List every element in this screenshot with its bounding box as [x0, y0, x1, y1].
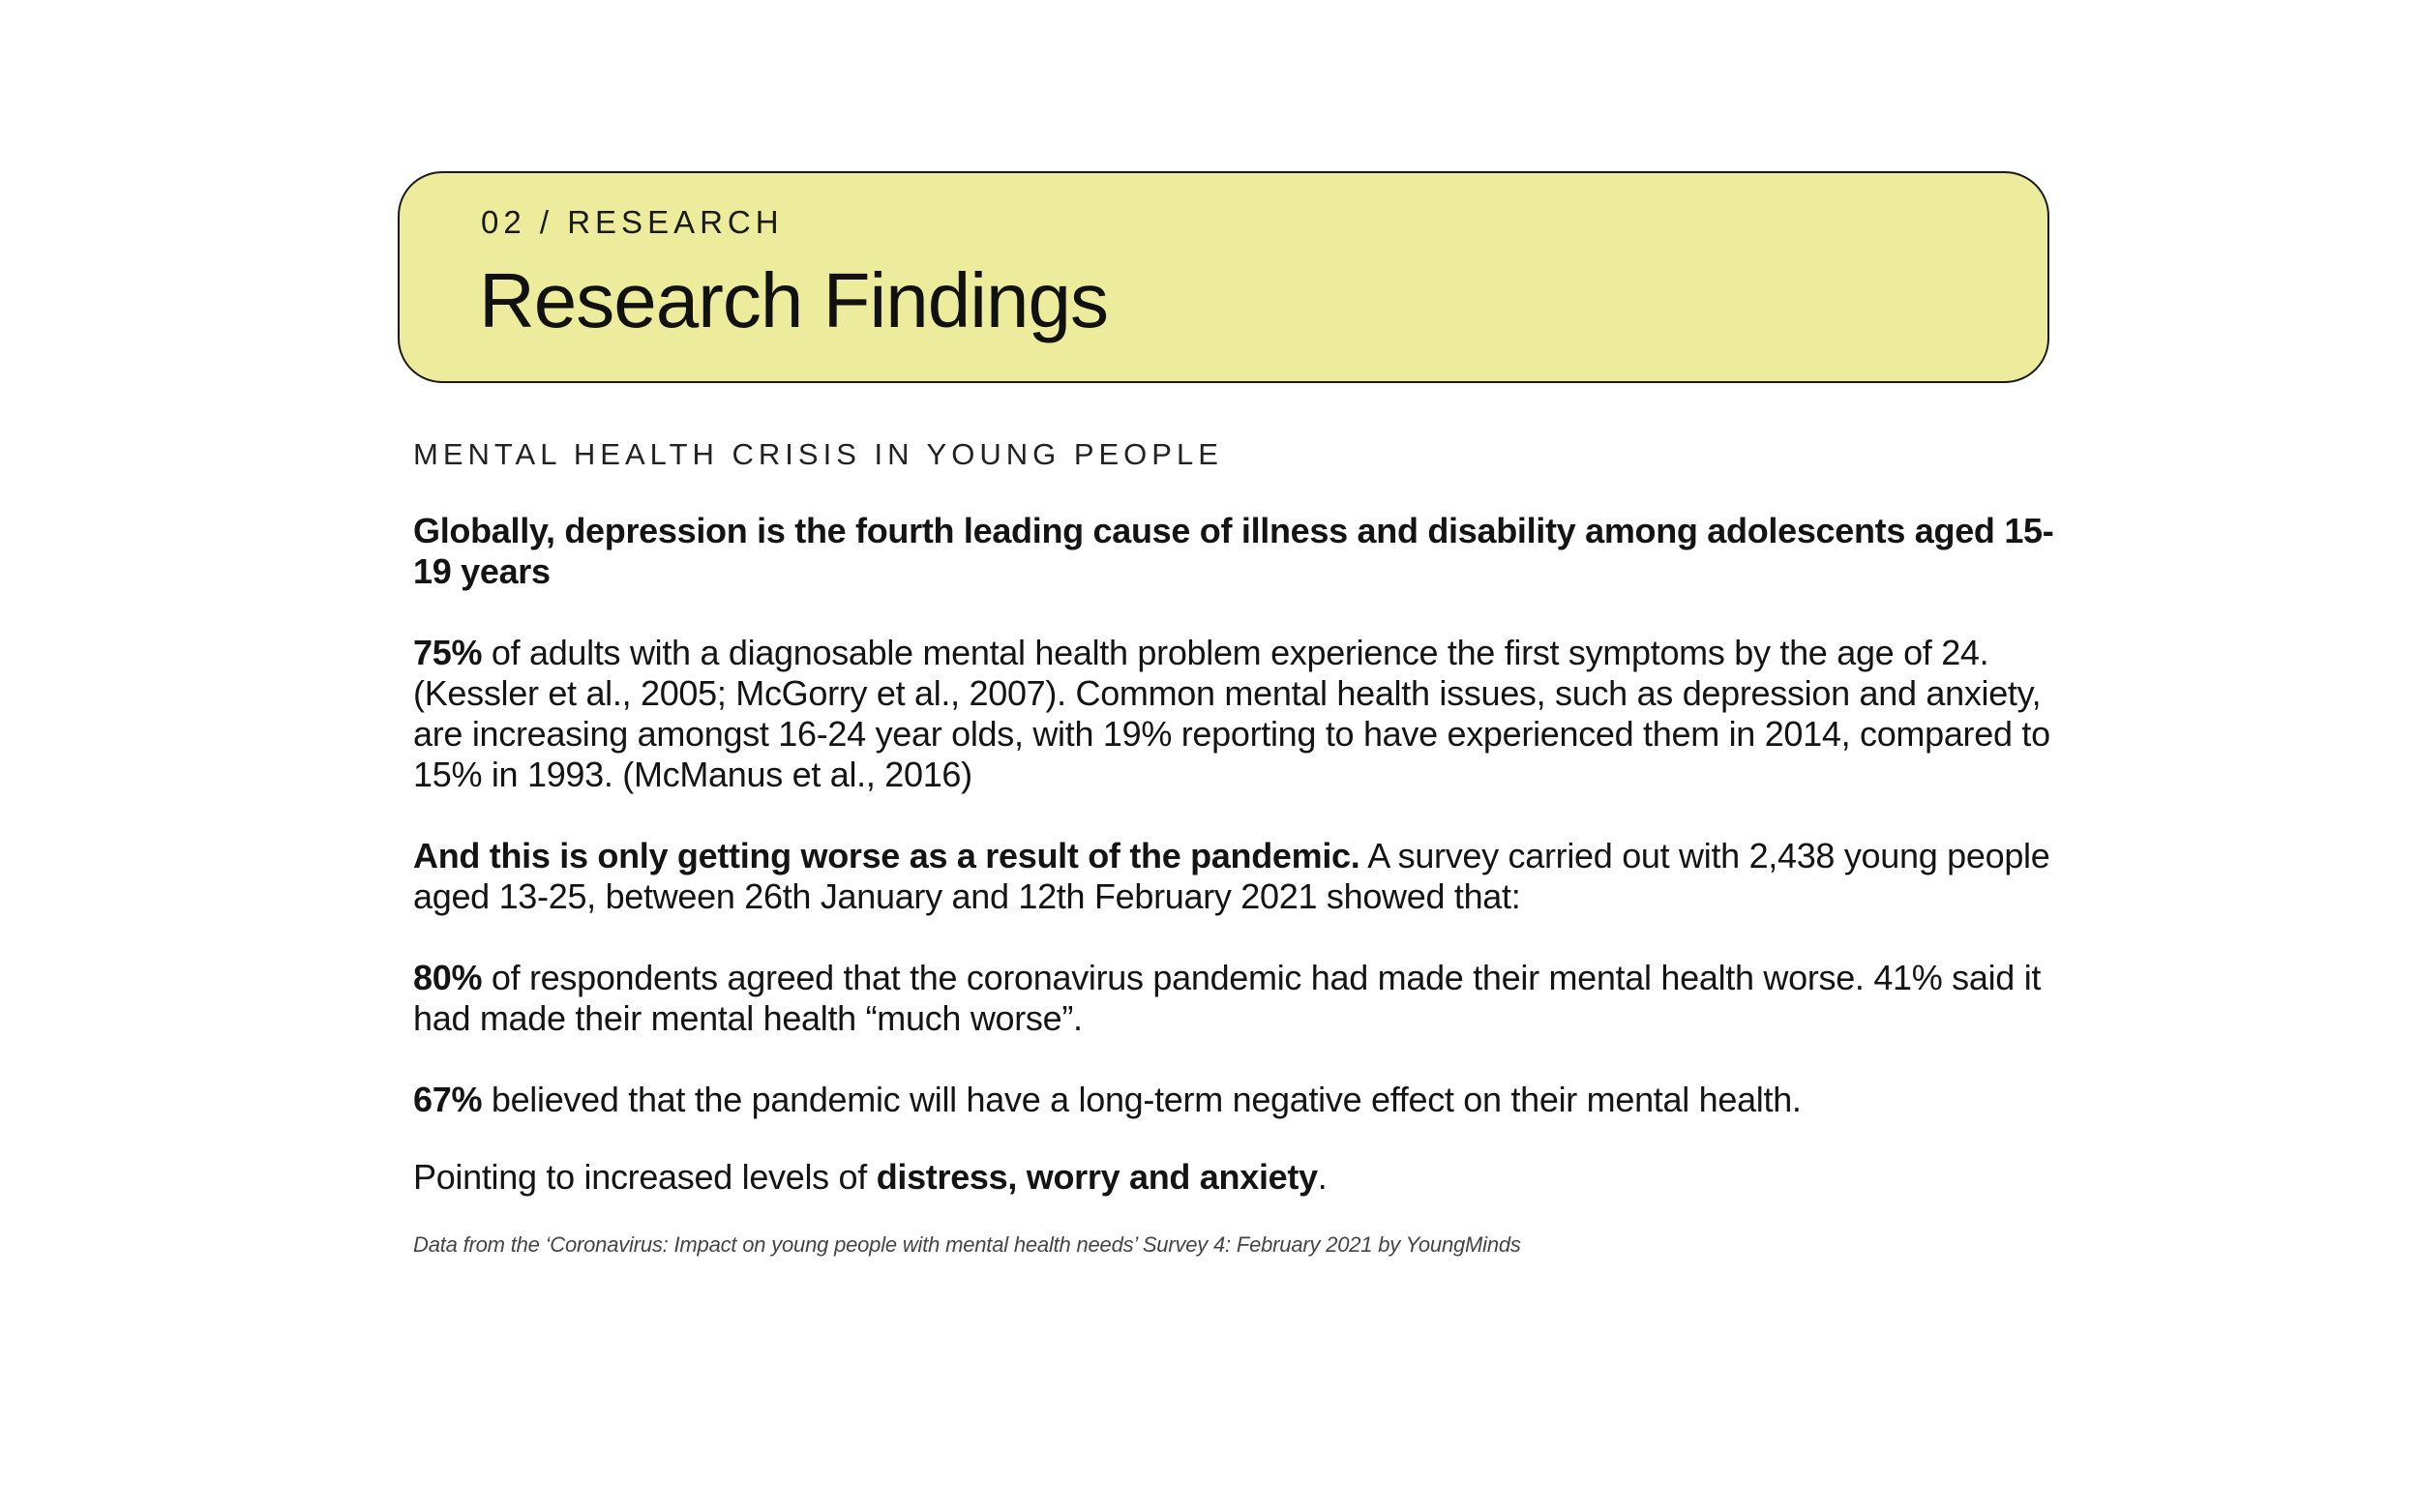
page-title: Research Findings — [479, 257, 1108, 343]
lead-statement: Globally, depression is the fourth leading cause of illness and disability among adolescents aged 15-19 years — [413, 511, 2054, 591]
conclusion-emphasis: distress, worry and anxiety — [876, 1157, 1318, 1197]
stat-80-paragraph — [413, 958, 2058, 1039]
section-heading: MENTAL HEALTH CRISIS IN YOUNG PEOPLE — [413, 437, 1223, 471]
research-content — [413, 437, 2058, 1258]
pandemic-text: A survey carried out with 2,438 young people aged 13-25, between 26th January and 12th February 2021 showed that: — [413, 836, 2050, 916]
stat-80-value: 80% — [413, 958, 483, 997]
pandemic-emphasis: And this is only getting worse as a result of the pandemic. — [413, 836, 1360, 875]
stat-75-paragraph — [413, 633, 2058, 795]
section-number-label: 02 / RESEARCH — [481, 204, 784, 240]
stat-67-text: believed that the pandemic will have a long-term negative effect on their mental health. — [482, 1080, 1802, 1119]
pandemic-paragraph — [413, 836, 2058, 917]
section-header-card — [398, 171, 2049, 383]
stat-67-paragraph — [413, 1080, 2058, 1120]
conclusion-suffix: . — [1317, 1157, 1328, 1197]
stat-75-text: of adults with a diagnosable mental health problem experience the first symptoms by the age of 24. (Kessler et al., 2005; McGorry et al., 2007). Common mental health issues, such as depression and anxiety, are increasing amongst 16-24 year olds, with 19% reporting to have experienced them in 2014, compared to 15% in 1993. (McManus et al., 2016) — [413, 633, 2050, 794]
stat-80-text: of respondents agreed that the coronavirus pandemic had made their mental health worse. 41% said it had made their mental health “much worse”. — [413, 958, 2042, 1038]
stat-67-value: 67% — [413, 1080, 483, 1119]
source-citation: Data from the ‘Coronavirus: Impact on young people with mental health needs’ Survey 4: February 2021 by YoungMinds — [413, 1232, 1521, 1257]
stat-75-value: 75% — [413, 633, 483, 672]
conclusion-paragraph — [413, 1157, 2058, 1198]
conclusion-prefix: Pointing to increased levels of — [413, 1157, 877, 1197]
